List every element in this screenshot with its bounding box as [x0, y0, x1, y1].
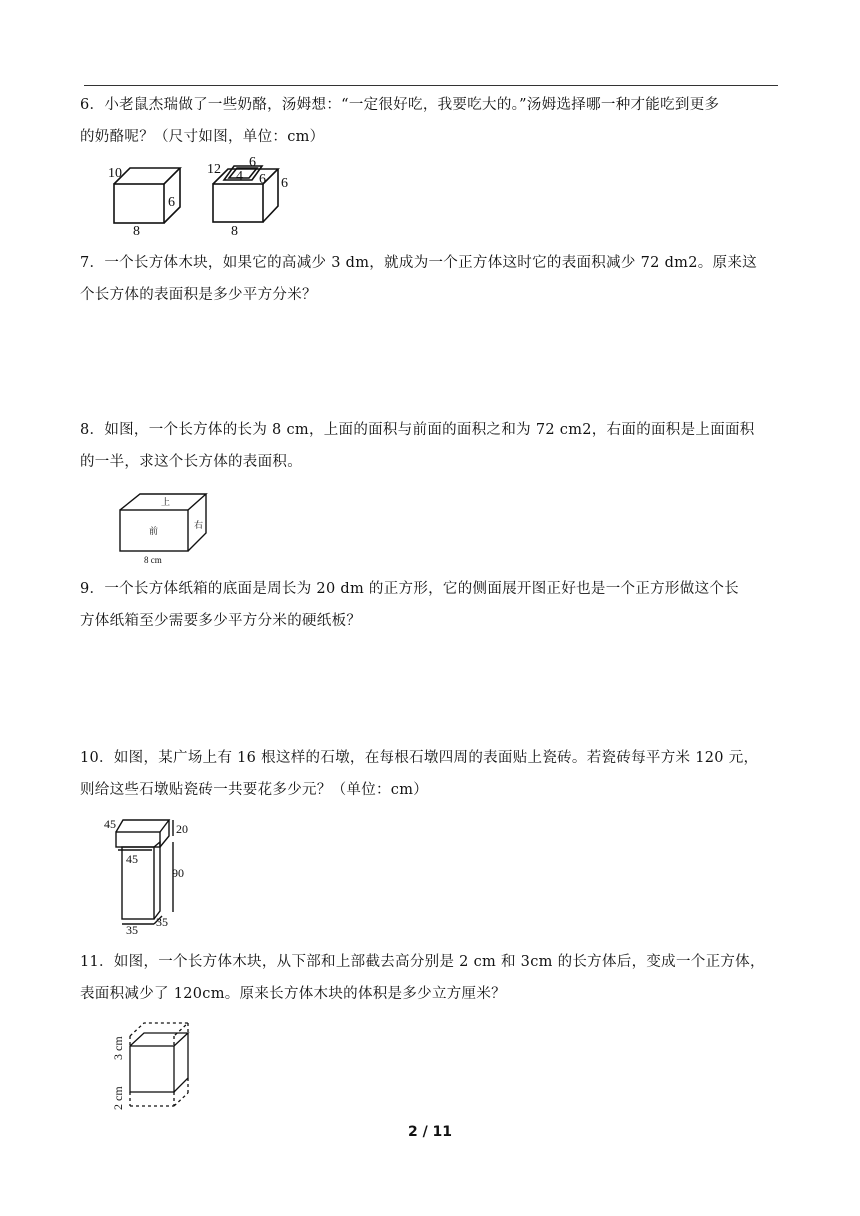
- question-8: [80, 414, 780, 478]
- top-face-label: 上: [161, 497, 171, 507]
- bottom-cut-label: 2 cm: [111, 1086, 125, 1110]
- cube-with-cuts: [130, 1023, 188, 1106]
- fig-b-top-label: 6: [249, 155, 256, 170]
- question-11: [80, 946, 780, 1010]
- question-9-line2: 方体纸箱至少需要多少平方分米的硬纸板？: [80, 613, 362, 629]
- question-10-line1: 10．如图，某广场上有 16 根这样的石墩，在每根石墩四周的表面贴上瓷砖。若瓷砖每平方米 120 元，: [80, 750, 759, 766]
- length-label: 8 cm: [144, 555, 162, 565]
- question-8-figure: [110, 490, 220, 568]
- question-6-figure: [100, 155, 310, 237]
- cheese-block-b: [213, 166, 278, 222]
- fig-a-length-label: 8: [133, 224, 140, 237]
- question-7-line2: 个长方体的表面积是多少平方分米？: [80, 287, 317, 303]
- front-face-label: 前: [149, 526, 159, 536]
- cap-height-label: 20: [176, 822, 188, 836]
- question-9-line1: 9．一个长方体纸箱的底面是周长为 20 dm 的正方形，它的侧面展开图正好也是一个正方形做这个长: [80, 581, 739, 597]
- fig-b-length-label: 8: [231, 224, 238, 237]
- question-10: [80, 742, 780, 806]
- fig-b-height-label: 12: [207, 162, 221, 177]
- body-height-label: 90: [172, 866, 184, 880]
- fig-b-hole-depth-label: 6: [259, 172, 266, 187]
- question-8-line1: 8．如图，一个长方体的长为 8 cm，上面的面积与前面的面积之和为 72 cm2，右面的面积是上面面积: [80, 422, 755, 438]
- question-7: [80, 247, 780, 311]
- base-width-label: 35: [126, 923, 138, 936]
- question-11-line1: 11．如图，一个长方体木块，从下部和上部截去高分别是 2 cm 和 3cm 的长方体后，变成一个正方体，: [80, 954, 765, 970]
- stone-pillar: [116, 820, 173, 924]
- fig-a-width-label: 6: [168, 195, 175, 210]
- question-10-figure: [98, 812, 202, 936]
- question-7-line1: 7．一个长方体木块，如果它的高减少 3 dm，就成为一个正方体这时它的表面积减少 72 dm2。原来这: [80, 255, 757, 271]
- top-cut-label: 3 cm: [111, 1036, 125, 1060]
- right-face-label: 右: [194, 520, 204, 530]
- question-6-line1: 6．小老鼠杰瑞做了一些奶酪，汤姆想：“一定很好吃，我要吃大的。”汤姆选择哪一种才能吃到更多: [80, 97, 720, 113]
- question-11-figure: [100, 1018, 200, 1114]
- question-10-line2: 则给这些石墩贴瓷砖一共要花多少元？（单位：cm）: [80, 782, 429, 798]
- page-number: 2 / 11: [407, 1124, 453, 1140]
- fig-b-side-label: 6: [281, 176, 288, 191]
- question-6: [80, 89, 780, 153]
- fig-a-height-label: 10: [108, 166, 122, 181]
- question-8-line2: 的一半，求这个长方体的表面积。: [80, 454, 302, 470]
- fig-b-hole-width-label: 4: [236, 169, 243, 184]
- header-rule: [84, 85, 778, 86]
- question-9: [80, 573, 780, 637]
- base-depth-label: 35: [156, 915, 168, 929]
- cap-width-label: 45: [126, 852, 138, 866]
- question-6-line2: 的奶酪呢？（尺寸如图，单位：cm）: [80, 129, 325, 145]
- question-11-line2: 表面积减少了 120cm。原来长方体木块的体积是多少立方厘米？: [80, 986, 506, 1002]
- cap-top-label: 45: [104, 817, 116, 831]
